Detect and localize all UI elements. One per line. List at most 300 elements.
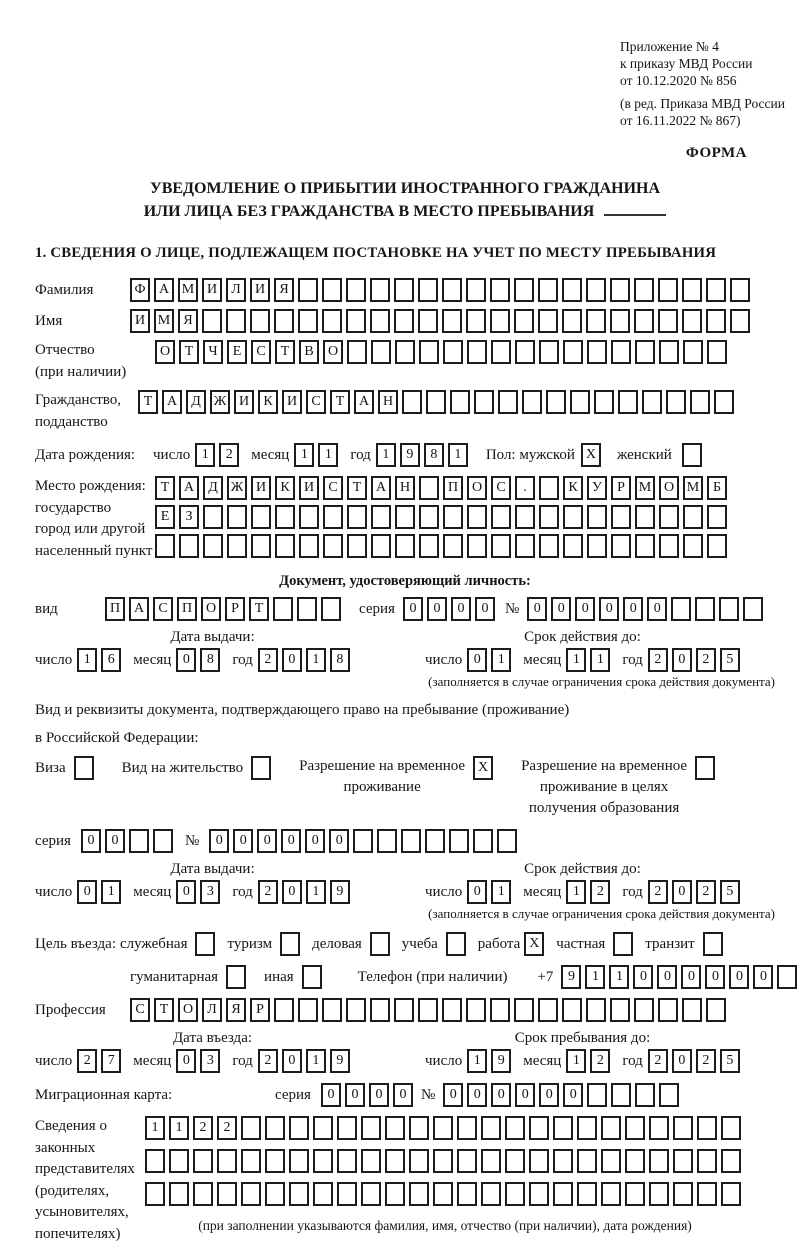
form-cell-empty[interactable] [570,390,590,414]
form-cell-empty[interactable] [313,1149,333,1173]
form-cell-filled[interactable]: Т [138,390,158,414]
form-cell-filled[interactable]: Д [203,476,223,500]
form-cell-empty[interactable] [302,965,322,989]
form-cell-filled[interactable]: 1 [609,965,629,989]
form-cell-empty[interactable] [371,505,391,529]
form-cell-empty[interactable] [553,1149,573,1173]
form-cell-empty[interactable] [703,932,723,956]
form-cell-empty[interactable] [274,998,294,1022]
form-cell-empty[interactable] [497,829,517,853]
form-cell-empty[interactable] [538,309,558,333]
form-cell-empty[interactable] [649,1116,669,1140]
form-cell-empty[interactable] [265,1116,285,1140]
form-cell-empty[interactable] [153,829,173,853]
form-cell-empty[interactable] [323,534,343,558]
form-cell-filled[interactable]: 1 [101,880,121,904]
form-cell-empty[interactable] [251,505,271,529]
form-cell-filled[interactable]: Р [250,998,270,1022]
form-cell-empty[interactable] [265,1149,285,1173]
form-cell-filled[interactable]: 0 [647,597,667,621]
form-cell-empty[interactable] [466,309,486,333]
form-cell-empty[interactable] [498,390,518,414]
form-cell-empty[interactable] [323,505,343,529]
form-cell-empty[interactable] [361,1116,381,1140]
form-cell-filled[interactable]: 2 [193,1116,213,1140]
form-cell-empty[interactable] [402,390,422,414]
form-cell-filled[interactable]: 9 [561,965,581,989]
form-cell-filled[interactable]: У [587,476,607,500]
form-cell-empty[interactable] [446,932,466,956]
form-cell-empty[interactable] [298,998,318,1022]
form-cell-empty[interactable] [280,932,300,956]
form-cell-filled[interactable]: О [659,476,679,500]
form-cell-filled[interactable]: М [635,476,655,500]
form-cell-empty[interactable] [467,340,487,364]
form-cell-empty[interactable] [322,278,342,302]
form-cell-empty[interactable] [683,505,703,529]
form-cell-empty[interactable] [577,1116,597,1140]
form-cell-empty[interactable] [719,597,739,621]
form-cell-filled[interactable]: 9 [491,1049,511,1073]
form-cell-filled[interactable]: Д [186,390,206,414]
form-cell-empty[interactable] [275,505,295,529]
form-cell-empty[interactable] [601,1149,621,1173]
form-cell-filled[interactable]: 0 [467,648,487,672]
form-cell-empty[interactable] [539,505,559,529]
form-cell-empty[interactable] [395,505,415,529]
form-cell-empty[interactable] [553,1116,573,1140]
form-cell-filled[interactable]: 1 [566,1049,586,1073]
form-cell-empty[interactable] [635,534,655,558]
form-cell-empty[interactable] [505,1116,525,1140]
form-cell-empty[interactable] [449,829,469,853]
form-cell-empty[interactable] [682,278,702,302]
form-cell-filled[interactable]: 0 [176,1049,196,1073]
form-cell-filled[interactable]: 0 [467,1083,487,1107]
form-cell-empty[interactable] [433,1182,453,1206]
form-cell-filled[interactable]: 2 [590,880,610,904]
form-cell-filled[interactable]: 0 [321,1083,341,1107]
form-cell-filled[interactable]: 2 [696,1049,716,1073]
form-cell-empty[interactable] [217,1182,237,1206]
form-cell-empty[interactable] [529,1116,549,1140]
form-cell-empty[interactable] [635,340,655,364]
form-cell-empty[interactable] [385,1182,405,1206]
form-cell-empty[interactable] [418,278,438,302]
form-cell-empty[interactable] [298,278,318,302]
form-cell-filled[interactable]: 0 [657,965,677,989]
form-cell-empty[interactable] [457,1182,477,1206]
form-cell-empty[interactable] [730,278,750,302]
form-cell-empty[interactable] [299,505,319,529]
form-cell-empty[interactable] [625,1182,645,1206]
form-cell-empty[interactable] [433,1116,453,1140]
form-cell-empty[interactable] [695,597,715,621]
form-cell-empty[interactable] [491,340,511,364]
form-cell-filled[interactable]: О [155,340,175,364]
form-cell-empty[interactable] [658,278,678,302]
form-cell-empty[interactable] [347,505,367,529]
form-cell-empty[interactable] [289,1149,309,1173]
form-cell-empty[interactable] [217,1149,237,1173]
form-cell-empty[interactable] [514,278,534,302]
form-cell-filled[interactable]: 0 [599,597,619,621]
form-cell-filled[interactable]: 3 [200,1049,220,1073]
form-cell-empty[interactable] [587,1083,607,1107]
form-cell-empty[interactable] [481,1149,501,1173]
form-cell-filled[interactable]: 8 [200,648,220,672]
form-cell-empty[interactable] [635,1083,655,1107]
form-cell-empty[interactable] [634,998,654,1022]
form-cell-empty[interactable] [659,1083,679,1107]
form-cell-empty[interactable] [409,1116,429,1140]
form-cell-empty[interactable] [481,1116,501,1140]
form-cell-empty[interactable] [347,534,367,558]
form-cell-filled[interactable]: 0 [282,880,302,904]
form-cell-filled[interactable]: К [563,476,583,500]
form-cell-empty[interactable] [299,534,319,558]
form-cell-empty[interactable] [346,309,366,333]
form-cell-empty[interactable] [370,932,390,956]
form-cell-empty[interactable] [443,340,463,364]
form-cell-filled[interactable]: С [491,476,511,500]
form-cell-empty[interactable] [371,534,391,558]
form-cell-empty[interactable] [490,998,510,1022]
form-cell-filled[interactable]: 2 [217,1116,237,1140]
form-cell-filled[interactable]: 0 [369,1083,389,1107]
form-cell-empty[interactable] [467,505,487,529]
form-cell-filled[interactable]: 0 [451,597,471,621]
form-cell-filled[interactable]: 1 [585,965,605,989]
form-cell-filled[interactable]: 2 [648,880,668,904]
form-cell-empty[interactable] [443,505,463,529]
form-cell-empty[interactable] [337,1182,357,1206]
form-cell-filled[interactable]: А [162,390,182,414]
form-cell-empty[interactable] [515,505,535,529]
form-cell-empty[interactable] [395,340,415,364]
form-cell-filled[interactable]: Б [707,476,727,500]
form-cell-filled[interactable]: Т [249,597,269,621]
form-cell-empty[interactable] [562,998,582,1022]
form-cell-filled[interactable]: П [105,597,125,621]
form-cell-empty[interactable] [443,534,463,558]
form-cell-empty[interactable] [433,1149,453,1173]
form-cell-filled[interactable]: О [323,340,343,364]
form-cell-empty[interactable] [298,309,318,333]
form-cell-filled[interactable]: Е [155,505,175,529]
form-cell-filled[interactable]: 2 [258,880,278,904]
form-cell-empty[interactable] [539,476,559,500]
form-cell-filled[interactable]: О [201,597,221,621]
form-cell-filled[interactable]: 0 [515,1083,535,1107]
form-cell-filled[interactable]: Н [378,390,398,414]
form-cell-empty[interactable] [671,597,691,621]
form-cell-empty[interactable] [563,505,583,529]
form-cell-empty[interactable] [273,597,293,621]
form-cell-filled[interactable]: 0 [672,1049,692,1073]
form-cell-empty[interactable] [289,1116,309,1140]
form-cell-empty[interactable] [611,340,631,364]
form-cell-filled[interactable]: 1 [566,880,586,904]
form-cell-filled[interactable]: М [178,278,198,302]
form-cell-empty[interactable] [490,309,510,333]
form-cell-filled[interactable]: 5 [720,1049,740,1073]
form-cell-filled[interactable]: И [130,309,150,333]
form-cell-filled[interactable]: И [234,390,254,414]
form-cell-empty[interactable] [370,998,390,1022]
form-cell-empty[interactable] [673,1149,693,1173]
form-cell-filled[interactable]: X [581,443,601,467]
form-cell-empty[interactable] [586,998,606,1022]
form-cell-empty[interactable] [346,278,366,302]
form-cell-filled[interactable]: П [443,476,463,500]
form-cell-filled[interactable]: 0 [329,829,349,853]
form-cell-empty[interactable] [625,1149,645,1173]
form-cell-empty[interactable] [514,309,534,333]
form-cell-empty[interactable] [721,1149,741,1173]
form-cell-empty[interactable] [241,1149,261,1173]
form-cell-empty[interactable] [611,1083,631,1107]
form-cell-filled[interactable]: Р [225,597,245,621]
form-cell-empty[interactable] [610,278,630,302]
form-cell-empty[interactable] [442,998,462,1022]
form-cell-empty[interactable] [226,965,246,989]
form-cell-empty[interactable] [666,390,686,414]
form-cell-empty[interactable] [491,534,511,558]
form-cell-filled[interactable]: В [299,340,319,364]
form-cell-empty[interactable] [611,505,631,529]
form-cell-filled[interactable]: 0 [77,880,97,904]
form-cell-empty[interactable] [251,756,271,780]
form-cell-empty[interactable] [587,340,607,364]
form-cell-filled[interactable]: Р [611,476,631,500]
form-cell-empty[interactable] [394,309,414,333]
form-cell-empty[interactable] [401,829,421,853]
form-cell-filled[interactable]: Т [275,340,295,364]
form-cell-filled[interactable]: 9 [330,1049,350,1073]
form-cell-empty[interactable] [418,309,438,333]
form-cell-filled[interactable]: К [258,390,278,414]
form-cell-filled[interactable]: 1 [294,443,314,467]
form-cell-empty[interactable] [697,1182,717,1206]
form-cell-empty[interactable] [682,443,702,467]
form-cell-empty[interactable] [227,505,247,529]
form-cell-filled[interactable]: Л [226,278,246,302]
form-cell-filled[interactable]: 0 [176,648,196,672]
form-cell-filled[interactable]: 0 [281,829,301,853]
form-cell-empty[interactable] [337,1149,357,1173]
form-cell-filled[interactable]: 2 [258,1049,278,1073]
form-cell-empty[interactable] [394,278,414,302]
form-cell-empty[interactable] [683,534,703,558]
form-cell-empty[interactable] [337,1116,357,1140]
form-cell-empty[interactable] [706,309,726,333]
form-cell-filled[interactable]: 0 [176,880,196,904]
form-cell-empty[interactable] [529,1149,549,1173]
form-cell-filled[interactable]: О [467,476,487,500]
form-cell-filled[interactable]: 0 [551,597,571,621]
form-cell-filled[interactable]: С [323,476,343,500]
form-cell-filled[interactable]: Ф [130,278,150,302]
form-cell-filled[interactable]: 0 [475,597,495,621]
form-cell-filled[interactable]: И [250,278,270,302]
form-cell-empty[interactable] [514,998,534,1022]
form-cell-empty[interactable] [642,390,662,414]
form-cell-filled[interactable]: 5 [720,880,740,904]
form-cell-filled[interactable]: 0 [575,597,595,621]
form-cell-empty[interactable] [193,1182,213,1206]
form-cell-empty[interactable] [697,1116,717,1140]
form-cell-filled[interactable]: 0 [705,965,725,989]
form-cell-empty[interactable] [179,534,199,558]
form-cell-filled[interactable]: 0 [233,829,253,853]
form-cell-filled[interactable]: 0 [623,597,643,621]
form-cell-filled[interactable]: 0 [105,829,125,853]
form-cell-empty[interactable] [251,534,271,558]
form-cell-empty[interactable] [682,998,702,1022]
form-cell-empty[interactable] [577,1149,597,1173]
form-cell-filled[interactable]: 0 [729,965,749,989]
form-cell-filled[interactable]: К [275,476,295,500]
form-cell-empty[interactable] [539,534,559,558]
form-cell-empty[interactable] [538,278,558,302]
form-cell-filled[interactable]: Т [347,476,367,500]
form-cell-filled[interactable]: 2 [77,1049,97,1073]
form-cell-filled[interactable]: И [282,390,302,414]
form-cell-filled[interactable]: 0 [491,1083,511,1107]
form-cell-empty[interactable] [265,1182,285,1206]
form-cell-empty[interactable] [347,340,367,364]
form-cell-filled[interactable]: 0 [257,829,277,853]
form-cell-empty[interactable] [522,390,542,414]
form-cell-empty[interactable] [385,1116,405,1140]
form-cell-empty[interactable] [635,505,655,529]
form-cell-empty[interactable] [659,534,679,558]
form-cell-empty[interactable] [275,534,295,558]
form-cell-empty[interactable] [721,1116,741,1140]
form-cell-filled[interactable]: 1 [306,1049,326,1073]
form-cell-empty[interactable] [419,505,439,529]
form-cell-filled[interactable]: 1 [195,443,215,467]
form-cell-filled[interactable]: Н [395,476,415,500]
form-cell-filled[interactable]: 1 [77,648,97,672]
form-cell-filled[interactable]: 0 [209,829,229,853]
form-cell-filled[interactable]: 7 [101,1049,121,1073]
form-cell-filled[interactable]: 2 [219,443,239,467]
form-cell-empty[interactable] [505,1149,525,1173]
form-cell-empty[interactable] [538,998,558,1022]
form-cell-empty[interactable] [563,340,583,364]
form-cell-empty[interactable] [634,309,654,333]
form-cell-empty[interactable] [395,534,415,558]
form-cell-empty[interactable] [377,829,397,853]
form-cell-filled[interactable]: И [202,278,222,302]
form-cell-filled[interactable]: 0 [527,597,547,621]
form-cell-filled[interactable]: Ч [203,340,223,364]
form-cell-empty[interactable] [418,998,438,1022]
form-cell-empty[interactable] [195,932,215,956]
form-cell-filled[interactable]: Ж [227,476,247,500]
form-cell-filled[interactable]: И [299,476,319,500]
form-cell-empty[interactable] [241,1116,261,1140]
form-cell-empty[interactable] [202,309,222,333]
form-cell-empty[interactable] [155,534,175,558]
form-cell-empty[interactable] [491,505,511,529]
form-cell-empty[interactable] [562,278,582,302]
form-cell-filled[interactable]: М [683,476,703,500]
form-cell-empty[interactable] [658,309,678,333]
form-cell-filled[interactable]: 0 [672,648,692,672]
form-cell-filled[interactable]: 0 [443,1083,463,1107]
form-cell-empty[interactable] [313,1182,333,1206]
form-cell-filled[interactable]: 8 [424,443,444,467]
form-cell-filled[interactable]: 0 [672,880,692,904]
form-cell-filled[interactable]: Т [330,390,350,414]
form-cell-empty[interactable] [466,278,486,302]
form-cell-filled[interactable]: 8 [330,648,350,672]
form-cell-filled[interactable]: 1 [566,648,586,672]
form-cell-filled[interactable]: 2 [648,648,668,672]
form-cell-empty[interactable] [634,278,654,302]
form-cell-empty[interactable] [145,1149,165,1173]
form-cell-filled[interactable]: Ж [210,390,230,414]
form-cell-filled[interactable]: М [154,309,174,333]
form-cell-empty[interactable] [481,1182,501,1206]
form-cell-filled[interactable]: 0 [282,648,302,672]
form-cell-filled[interactable]: А [179,476,199,500]
form-cell-filled[interactable]: А [371,476,391,500]
form-cell-filled[interactable]: Т [155,476,175,500]
form-cell-filled[interactable]: О [178,998,198,1022]
form-cell-empty[interactable] [587,505,607,529]
form-cell-empty[interactable] [466,998,486,1022]
form-cell-filled[interactable]: Я [226,998,246,1022]
form-cell-empty[interactable] [658,998,678,1022]
form-cell-empty[interactable] [690,390,710,414]
form-cell-empty[interactable] [370,309,390,333]
form-cell-filled[interactable]: . [515,476,535,500]
form-cell-empty[interactable] [586,278,606,302]
form-cell-filled[interactable]: С [153,597,173,621]
form-cell-empty[interactable] [611,534,631,558]
form-cell-filled[interactable]: 6 [101,648,121,672]
form-cell-filled[interactable]: 2 [590,1049,610,1073]
form-cell-empty[interactable] [697,1149,717,1173]
form-cell-empty[interactable] [682,309,702,333]
form-cell-empty[interactable] [203,534,223,558]
form-cell-empty[interactable] [673,1182,693,1206]
form-cell-filled[interactable]: 1 [169,1116,189,1140]
form-cell-filled[interactable]: X [524,932,544,956]
form-cell-empty[interactable] [490,278,510,302]
form-cell-filled[interactable]: 0 [467,880,487,904]
form-cell-empty[interactable] [419,476,439,500]
form-cell-filled[interactable]: А [129,597,149,621]
form-cell-empty[interactable] [394,998,414,1022]
form-cell-filled[interactable]: 9 [330,880,350,904]
form-cell-filled[interactable]: С [130,998,150,1022]
form-cell-filled[interactable]: 2 [258,648,278,672]
form-cell-empty[interactable] [361,1182,381,1206]
form-cell-filled[interactable]: 0 [345,1083,365,1107]
form-cell-filled[interactable]: 0 [403,597,423,621]
form-cell-filled[interactable]: 0 [753,965,773,989]
form-cell-filled[interactable]: 0 [681,965,701,989]
form-cell-empty[interactable] [659,340,679,364]
form-cell-empty[interactable] [649,1149,669,1173]
form-cell-filled[interactable]: 0 [305,829,325,853]
form-cell-empty[interactable] [706,998,726,1022]
